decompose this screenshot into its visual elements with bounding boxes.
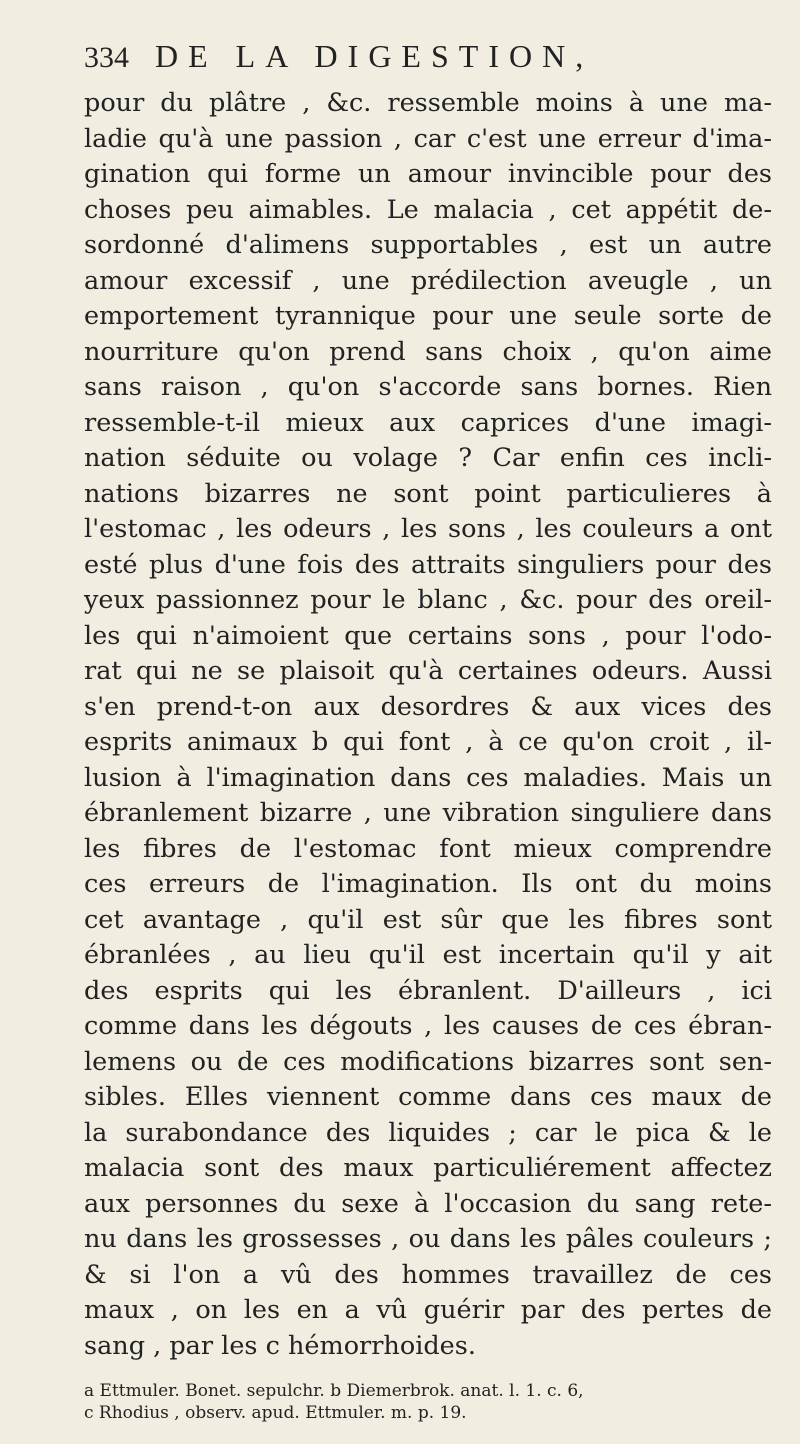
text-line: maux , on les en a vû guérir par des pertes de [84, 1295, 772, 1325]
text-line: cet avantage , qu'il est sûr que les fibres sont [84, 904, 772, 935]
text-line: ladie qu'à une passion , car c'est une erreur d'ima- [84, 123, 772, 154]
text-line: nu dans les grossesses , ou dans les pâles couleurs ; [84, 1224, 772, 1254]
text-line: sans raison , qu'on s'accorde sans bornes. Rien [84, 372, 772, 402]
text-line: des esprits qui les ébranlent. D'ailleurs , ici [84, 975, 772, 1006]
text-line: ressemble-t-il mieux aux caprices d'une imagi- [84, 407, 772, 438]
text-line: lemens ou de ces modifications bizarres sont sen- [84, 1046, 772, 1077]
text-line: la surabondance des liquides ; car le pica & le [84, 1117, 772, 1148]
text-line: esté plus d'une fois des attraits singuliers pour des [84, 549, 772, 580]
text-line: lusion à l'imagination dans ces maladies. Mais un [84, 762, 772, 793]
text-line: yeux passionnez pour le blanc , &c. pour des oreil- [84, 585, 772, 615]
text-line: rat qui ne se plaisoit qu'à certaines odeurs. Aussi [84, 656, 772, 686]
text-line: ébranlées , au lieu qu'il est incertain qu'il y ait [84, 940, 772, 970]
text-line: l'estomac , les odeurs , les sons , les couleurs a ont [84, 514, 772, 544]
text-line: emportement tyrannique pour une seule sorte de [84, 301, 772, 331]
text-line: sang , par les c hémorrhoides. [84, 1330, 476, 1361]
text-line: s'en prend-t-on aux desordres & aux vices des [84, 691, 772, 722]
body-text [84, 86, 772, 1364]
text-line: & si l'on a vû des hommes travaillez de ces [84, 1259, 772, 1290]
footnote-line: a Ettmuler. Bonet. sepulchr. b Diemerbrok. anat. l. 1. c. 6, [84, 1381, 584, 1401]
text-line: sibles. Elles viennent comme dans ces maux de [84, 1082, 772, 1112]
text-line: comme dans les dégouts , les causes de ces ébran- [84, 1011, 772, 1041]
text-line: sordonné d'alimens supportables , est un autre [84, 230, 772, 260]
text-line: les fibres de l'estomac font mieux comprendre [84, 833, 772, 864]
text-line: esprits animaux b qui font , à ce qu'on croit , il- [84, 727, 772, 757]
text-line: gination qui forme un amour invincible pour des [84, 159, 772, 189]
text-line: les qui n'aimoient que certains sons , pour l'odo- [84, 620, 772, 651]
text-line: choses peu aimables. Le malacia , cet appétit de- [84, 194, 772, 225]
text-line: nation séduite ou volage ? Car enfin ces incli- [84, 443, 772, 473]
text-line: nourriture qu'on prend sans choix , qu'on aime [84, 336, 772, 367]
text-line: amour excessif , une prédilection aveugle , un [84, 265, 772, 296]
text-line: nations bizarres ne sont point particulieres à [84, 478, 772, 509]
page-number: 334 [84, 41, 129, 74]
text-line: malacia sont des maux particuliérement affectez [84, 1153, 772, 1183]
text-line: aux personnes du sexe à l'occasion du sang rete- [84, 1188, 772, 1219]
running-head: DE LA DIGESTION, [155, 38, 594, 74]
text-line: ces erreurs de l'imagination. Ils ont du moins [84, 869, 772, 899]
page-header [84, 38, 772, 86]
footnotes [84, 1380, 772, 1424]
text-line: ébranlement bizarre , une vibration singuliere dans [84, 798, 772, 828]
footnote-line: c Rhodius , observ. apud. Ettmuler. m. p. 19. [84, 1403, 467, 1423]
text-line: pour du plâtre , &c. ressemble moins à une ma- [84, 88, 772, 118]
